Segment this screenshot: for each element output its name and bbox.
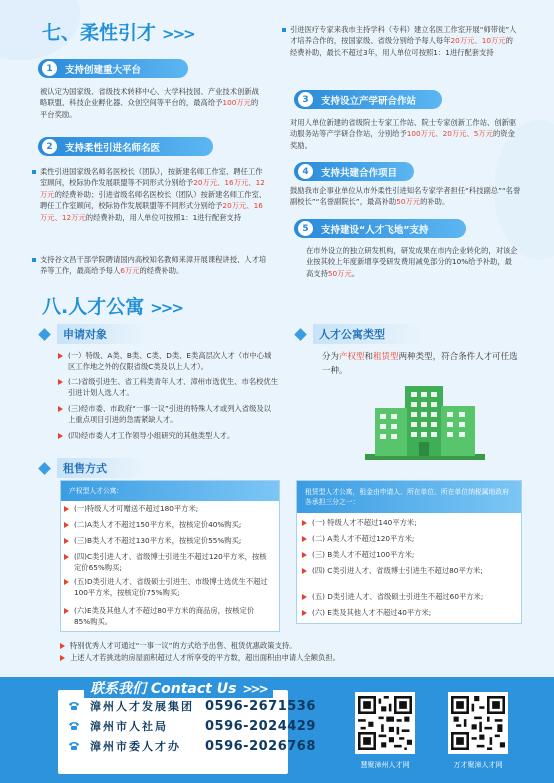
- rent-note: 上述人才若挑选的房屋面积超过人才所享受的平方数，超出面积由申请人全额负担。: [60, 652, 520, 663]
- item3-pill: 3 支持设立产学研合作站: [294, 90, 442, 109]
- ownership-box-header: 产权型人才公寓:: [61, 481, 279, 501]
- qr-caption-2: 万才聚漳人才网: [453, 761, 503, 769]
- item1-pill: 1 支持创建重大平台: [38, 59, 188, 78]
- apply-item: (一）特级、A类、B类、C类、D类、E类高层次人才（市中心城区工作地之外的仅限省级C类及以上人才）。: [58, 350, 278, 373]
- apply-heading: 申请对象: [40, 324, 147, 344]
- section7-title: 七、柔性引才 >>>: [42, 22, 194, 44]
- rental-item: (四) C类引进人才、省级博士引进生不超过80平方米;: [302, 565, 514, 576]
- phone-number[interactable]: 0596-2671536: [205, 698, 316, 714]
- qr-code-icon: [358, 695, 412, 751]
- contact-row: 漳州人才发展集团 0596-2671536: [68, 698, 316, 714]
- item3-text: 对用人单位新建的省级院士专家工作站、院士专家创新工作站、创新驱动服务站等产学研合作站，分别给予100万元、20万元、5万元的资金奖励。: [290, 118, 517, 150]
- phone-icon: [68, 701, 80, 711]
- medical-expert-para: 引进医疗专家来我市主持学科（专科）建立名医工作室开展“师带徒”人才培养合作的，按国家级、省级分别给予每人每年20万元、10万元的经费补助，最长不超过3年，用人单位可按照1：1进行配套支持: [282, 24, 518, 58]
- item2-para1: 柔性引进国家级名师名医校长（团队），按新建名师工作室、聘任工作室顾问，校际协作发展联盟等不同形式分别给予20万元、16万元、12万元的经费补助；引进省级名师名医校长（团队）按新建名师工作室、聘任工作室顾问，校际协作发展联盟等不同形式分别给予20万元、16万元、12万元的经费补助，用人单位可按照1：1进行配套支持: [32, 166, 268, 223]
- item5-pill: 5 支持建设“人才飞地”支持: [294, 219, 466, 238]
- item1-text: 被认定为国家级、省级技术转移中心、大学科技园、产业技术创新战略联盟、科技企业孵化器、众创空间等平台的，最高给予100万元的平台奖励。: [40, 87, 259, 119]
- phone-number[interactable]: 0596-2024429: [205, 718, 316, 734]
- types-heading: 人才公寓类型: [296, 324, 425, 344]
- qr-code-icon: [451, 695, 505, 751]
- qr-code-2[interactable]: [448, 692, 508, 754]
- item5-text: 在市外设立的独立研发机构，研发成果在市内企业转化的，对该企业按其较上年度新增享受研发费用减免部分的10%给予补助，最高支持50万元。: [306, 246, 518, 278]
- phone-icon: [68, 721, 80, 731]
- rental-item: (二) A类人才不超过120平方米;: [302, 533, 514, 544]
- contact-row: 漳州市人社局 0596-2024429: [68, 718, 316, 734]
- rental-item: (一) 特级人才不超过140平方米;: [302, 517, 514, 528]
- apply-item: (三)经市委、市政府“一事一议”引进的特殊人才或列入省级及以上重点项目引进的急需紧缺人才。: [58, 403, 278, 426]
- apply-item: (四)经市委人才工作领导小组研究的其他类型人才。: [58, 430, 278, 441]
- diamond-icon: [38, 328, 51, 341]
- diamond-icon: [294, 328, 307, 341]
- section8-title: 八.人才公寓 >>>: [42, 296, 182, 318]
- types-text: 分为产权型和租赁型两种类型，符合条件人才可任选一种。: [322, 352, 518, 376]
- ownership-item: (一)特级人才可赠送不超过180平方米;: [64, 503, 270, 514]
- item4-text: 鼓励我市企事业单位从市外柔性引进知名专家学者担任“科技副总”“名誉副校长”“名誉副院长”，最高补助50万元的补助。: [290, 186, 521, 207]
- rental-box-header: 租赁型人才公寓，租金由申请人、所在单位、所在单位纳税属地政府各承担三分之一：: [297, 481, 521, 513]
- qr-caption-1: 慧聚漳州人才网: [360, 761, 410, 769]
- contact-title: 联系我们 Contact Us >>>: [84, 678, 273, 698]
- qr-code-1[interactable]: [355, 692, 415, 754]
- item2-para2: 支持谷文昌干部学院聘请国内高校知名教师来漳开展课程讲授、人才培养等工作，最高给予每人6万元的经费补助。: [32, 254, 268, 277]
- rent-heading: 租售方式: [40, 458, 147, 478]
- chevrons-icon: >>>: [242, 682, 267, 696]
- diamond-icon: [38, 462, 51, 475]
- chevrons-icon: >>>: [162, 25, 194, 43]
- item4-pill: 4 支持共建合作项目: [294, 162, 414, 181]
- ownership-item: (四)C类引进人才、省级博士引进生不超过120平方米，按核定价65%购买;: [64, 551, 270, 574]
- phone-icon: [68, 741, 80, 751]
- ownership-item: (六)E类及其他人才不超过80平方米的商品房，按核定价85%购买。: [64, 605, 270, 628]
- rental-item: (三) B类人才不超过100平方米;: [302, 549, 514, 560]
- rental-item: (六) E类及其他人才不超过40平方米;: [302, 607, 514, 618]
- rent-note: 特别优秀人才可通过“一事一议”的方式给予出售、租赁优惠政策支持。: [60, 640, 520, 651]
- ownership-item: (三)B类人才不超过130平方米，按核定价55%购买;: [64, 535, 270, 546]
- apply-item: (二)省级引进生、省工科类青年人才、漳州市选优生、市名校优生引进计划人选人才。: [58, 376, 278, 399]
- ownership-item: (五)D类引进人才、省级硕士引进生、市级博士选优生不超过100平方米，按核定价75%购买;: [64, 576, 270, 599]
- rental-item: (五) D类引进人才、省级硕士引进生不超过60平方米;: [302, 591, 514, 602]
- contact-row: 漳州市委人才办 0596-2026768: [68, 738, 316, 754]
- chevrons-icon: >>>: [150, 299, 182, 317]
- apartment-building-illustration: [365, 378, 485, 460]
- phone-number[interactable]: 0596-2026768: [205, 738, 316, 754]
- item2-pill: 2 支持柔性引进名师名医: [38, 137, 213, 156]
- ownership-item: (二)A类人才不超过150平方米，按核定价40%购买;: [64, 519, 270, 530]
